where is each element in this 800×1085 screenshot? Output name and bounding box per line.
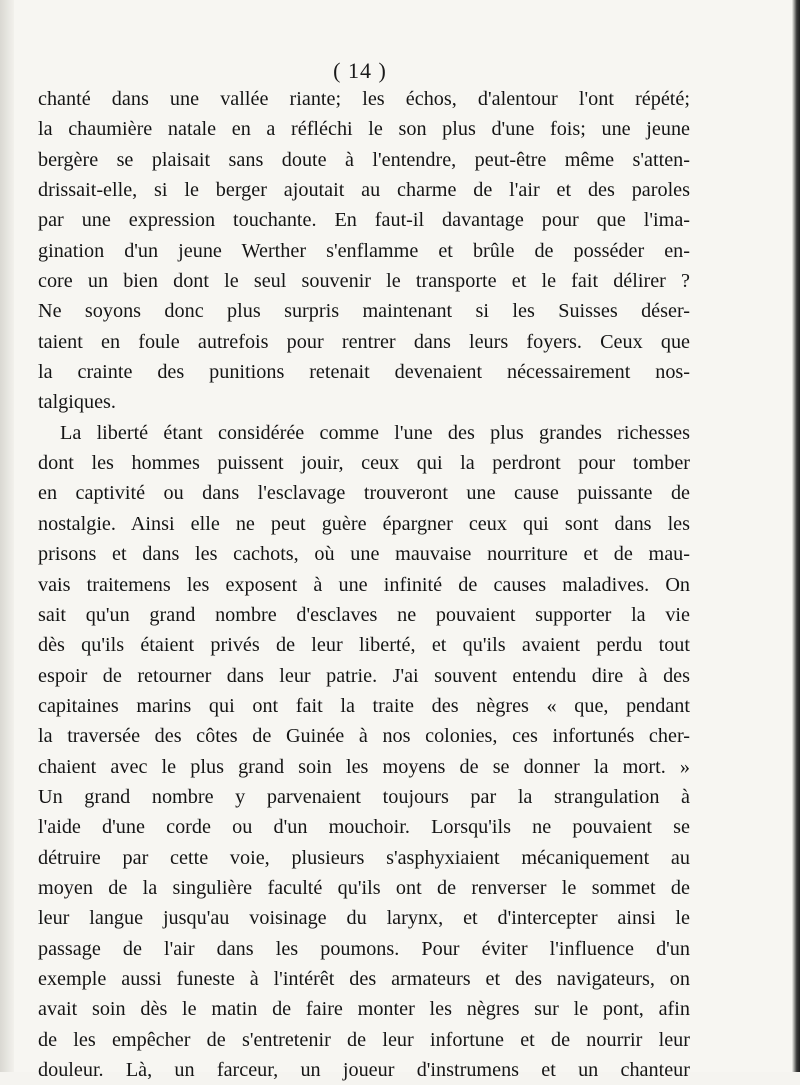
text-line: prisons et dans les cachots, où une mauvaise nourriture et de mau-	[38, 543, 690, 566]
text-line: drissait-elle, si le berger ajoutait au charme de l'air et des paroles	[38, 179, 690, 202]
page-number: ( 14 )	[333, 58, 387, 83]
text-line: chaient avec le plus grand soin les moyens de se donner la mort. »	[38, 755, 690, 778]
text-line: sait qu'un grand nombre d'esclaves ne pouvaient supporter la vie	[38, 603, 690, 626]
text-line: moyen de la singulière faculté qu'ils ont de renverser le sommet de	[38, 876, 690, 899]
page-right-edge	[792, 0, 800, 1072]
text-line: avait soin dès le matin de faire monter les nègres sur le pont, afin	[38, 998, 690, 1021]
text-line: l'aide d'une corde ou d'un mouchoir. Lorsqu'ils ne pouvaient se	[38, 816, 690, 839]
text-line: core un bien dont le seul souvenir le transporte et le fait délirer ?	[38, 270, 690, 293]
text-line: de les empêcher de s'entretenir de leur infortune et de nourrir leur	[38, 1028, 690, 1051]
text-line: douleur. Là, un farceur, un joueur d'instrumens et un chanteur	[38, 1059, 690, 1081]
text-line: la chaumière natale en a réfléchi le son plus d'une fois; une jeune	[38, 118, 690, 141]
text-line: espoir de retourner dans leur patrie. J'ai souvent entendu dire à des	[38, 664, 690, 687]
paragraph-end-line: talgiques.	[38, 391, 116, 414]
text-line: chanté dans une vallée riante; les échos, d'alentour l'ont répété;	[38, 88, 690, 110]
text-line: la traversée des côtes de Guinée à nos colonies, ces infortunés cher-	[38, 725, 690, 748]
body-text	[38, 84, 690, 1085]
text-line: bergère se plaisait sans doute à l'entendre, peut-être même s'atten-	[38, 148, 690, 171]
text-line: Un grand nombre y parvenaient toujours par la strangulation à	[38, 785, 690, 808]
text-line: vais traitemens les exposent à une infinité de causes maladives. On	[38, 573, 690, 596]
text-line: capitaines marins qui ont fait la traite des nègres « que, pendant	[38, 694, 690, 717]
text-line: par une expression touchante. En faut-il davantage pour que l'ima-	[38, 209, 690, 232]
text-line: dont les hommes puissent jouir, ceux qui la perdront pour tomber	[38, 452, 690, 475]
text-line: la crainte des punitions retenait devenaient nécessairement nos-	[38, 361, 690, 384]
text-line: Ne soyons donc plus surpris maintenant si les Suisses déser-	[38, 300, 690, 323]
text-line: gination d'un jeune Werther s'enflamme et brûle de posséder en-	[38, 239, 690, 262]
text-line: détruire par cette voie, plusieurs s'asphyxiaient mécaniquement au	[38, 846, 690, 869]
paragraph-start-line: La liberté étant considérée comme l'une des plus grandes richesses	[60, 421, 690, 444]
text-line: dès qu'ils étaient privés de leur liberté, et qu'ils avaient perdu tout	[38, 634, 690, 657]
text-line: nostalgie. Ainsi elle ne peut guère épargner ceux qui sont dans les	[38, 512, 690, 535]
text-line: passage de l'air dans les poumons. Pour éviter l'influence d'un	[38, 937, 690, 960]
page-binding-edge	[0, 0, 14, 1072]
text-line: taient en foule autrefois pour rentrer dans leurs foyers. Ceux que	[38, 330, 690, 353]
text-line: leur langue jusqu'au voisinage du larynx, et d'intercepter ainsi le	[38, 907, 690, 930]
text-line: en captivité ou dans l'esclavage trouveront une cause puissante de	[38, 482, 690, 505]
text-line: exemple aussi funeste à l'intérêt des armateurs et des navigateurs, on	[38, 967, 690, 990]
